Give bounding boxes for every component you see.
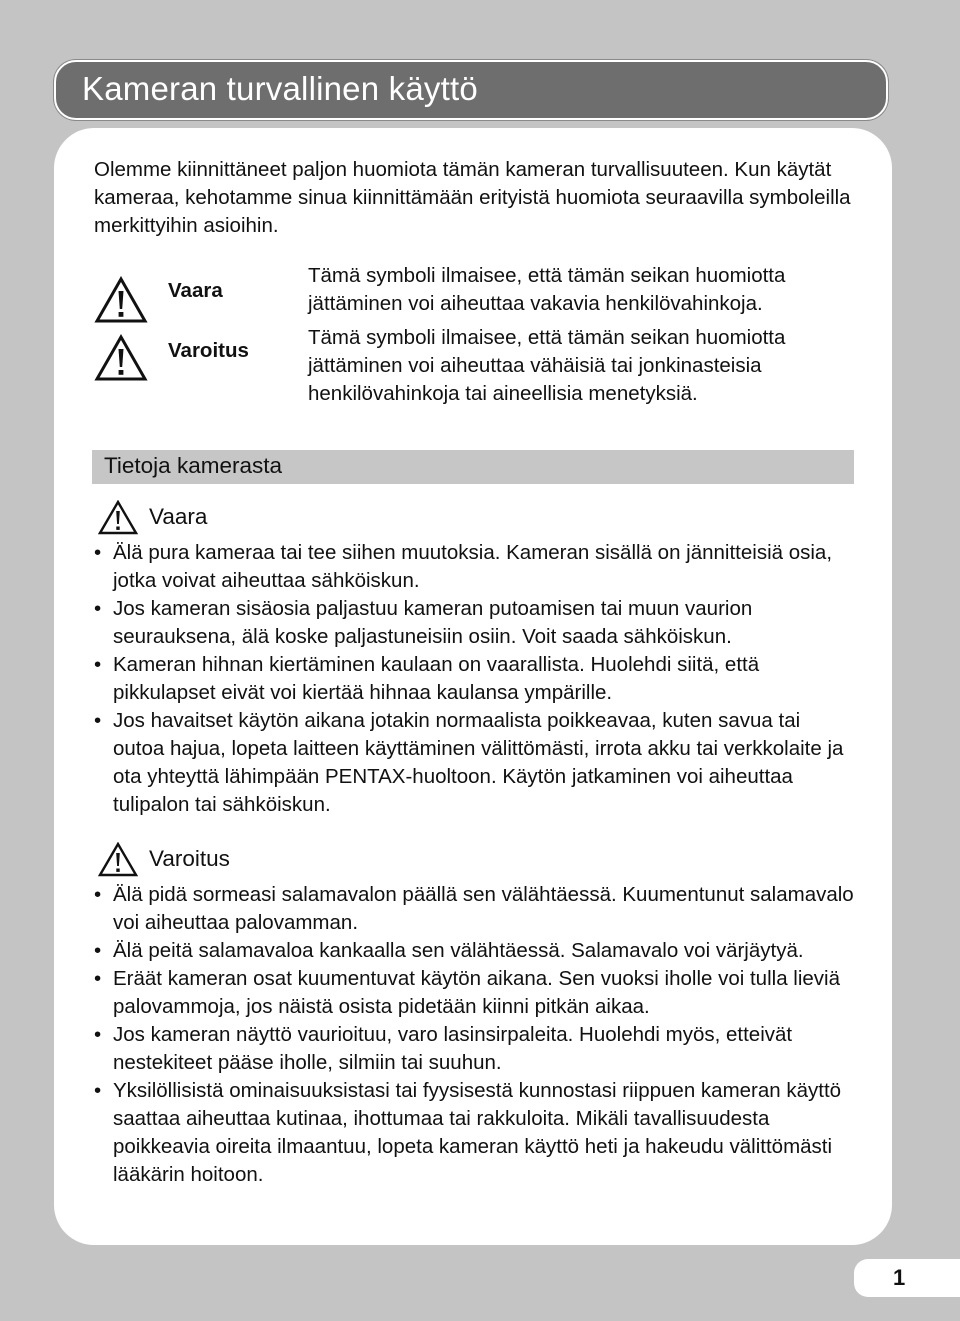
page-title: Kameran turvallinen käyttö: [82, 70, 478, 107]
list-item: • Älä pura kameraa tai tee siihen muutoksia. Kameran sisällä on jännitteisiä osia, jotka voivat aiheuttaa sähköiskun.: [94, 539, 854, 595]
content-panel: [54, 128, 892, 1245]
intro-text: Olemme kiinnittäneet paljon huomiota tämän kameran turvallisuuteen. Kun käytät kameraa, kehotamme sinua kiinnittämään erityistä huomiota seuraavilla symboleilla merkittyihin asioihin.: [94, 158, 851, 237]
section-header: [92, 450, 854, 484]
page-number-tab: [854, 1259, 960, 1297]
symbol-label-vaara: Vaara: [168, 279, 223, 302]
list-item: • Jos kameran näyttö vaurioituu, varo lasinsirpaleita. Huolehdi myös, etteivät nestekiteet pääse iholle, silmiin tai suuhun.: [94, 1021, 854, 1077]
list-item: • Älä peitä salamavaloa kankaalla sen välähtäessä. Salamavalo voi värjäytyä.: [94, 937, 854, 965]
page-number: 1: [893, 1265, 906, 1290]
list-item: • Yksilöllisistä ominaisuuksistasi tai fyysisestä kunnostasi riippuen kameran käyttö saattaa aiheuttaa kutinaa, ihottumaa tai rakkuloita. Mikäli tavallisuudesta poikkeavia oireita ilmaantuu, lopeta kameran käyttö heti ja hakeudu välittömästi lääkärin hoitoon.: [94, 1077, 854, 1189]
symbol-label-varoitus: Varoitus: [168, 339, 249, 362]
list-item: • Jos havaitset käytön aikana jotakin normaalista poikkeavaa, kuten savua tai outoa hajua, lopeta laitteen käyttäminen välittömästi, irrota akku tai verkkolaite ja ota yhteyttä lähimpään PENTAX-huoltoon. Käytön jatkaminen voi aiheuttaa tulipalon tai sähköiskun.: [94, 707, 854, 819]
warning-triangle-icon: [98, 842, 138, 878]
warning-triangle-icon: [98, 500, 138, 536]
vaara-list: [94, 539, 854, 819]
list-item: • Älä pidä sormeasi salamavalon päällä sen välähtäessä. Kuumentunut salamavalo voi aiheuttaa palovamman.: [94, 881, 854, 937]
list-item: • Kameran hihnan kiertäminen kaulaan on vaarallista. Huolehdi siitä, että pikkulapset eivät voi kiertää hihnaa kaulansa ympärille.: [94, 651, 854, 707]
varoitus-list: [94, 881, 854, 1189]
subheading-vaara-label: Vaara: [149, 504, 208, 529]
symbol-desc-vaara: Tämä symboli ilmaisee, että tämän seikan huomiotta jättäminen voi aiheuttaa vakavia henkilövahinkoja.: [308, 264, 786, 315]
list-item: • Eräät kameran osat kuumentuvat käytön aikana. Sen vuoksi iholle voi tulla lieviä palovammoja, jos näistä osista pidetään kiinni pitkän aikaa.: [94, 965, 854, 1021]
warning-triangle-icon: [94, 276, 148, 324]
page-title-bar: [54, 60, 888, 120]
warning-triangle-icon: [94, 334, 148, 382]
symbol-desc-varoitus: Tämä symboli ilmaisee, että tämän seikan huomiotta jättäminen voi aiheuttaa vähäisiä tai jonkinasteisia henkilövahinkoja tai aineellisia menetyksiä.: [308, 326, 786, 405]
section-title: Tietoja kamerasta: [104, 453, 282, 478]
subheading-varoitus-label: Varoitus: [149, 846, 230, 871]
list-item: • Jos kameran sisäosia paljastuu kameran putoamisen tai muun vaurion seurauksena, älä koske paljastuneisiin osiin. Voit saada sähköiskun.: [94, 595, 854, 651]
